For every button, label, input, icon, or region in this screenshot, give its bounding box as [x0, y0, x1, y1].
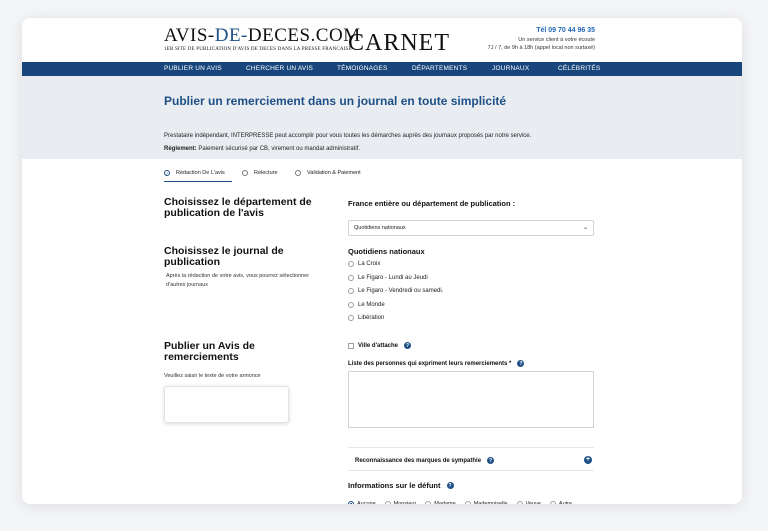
radio-icon [348, 275, 354, 281]
site-header [22, 18, 742, 62]
step-relecture[interactable] [242, 166, 278, 180]
nav-item-chercher[interactable]: CHERCHER UN AVIS [246, 65, 314, 72]
department-heading: Choisissez le département de publication de l'avis [164, 196, 312, 219]
journal-option-la-croix[interactable]: La Croix [348, 261, 380, 267]
nav-item-celebrites[interactable]: CÉLÉBRITÉS [558, 65, 601, 72]
nav-item-temoignages[interactable]: TÉMOIGNAGES [337, 65, 388, 72]
nav-item-departements[interactable]: DÉPARTEMENTS [412, 65, 468, 72]
department-select[interactable] [348, 220, 594, 236]
accordion-label: Reconnaissance des marques de sympathie [355, 457, 482, 464]
plus-circle-icon[interactable]: + [585, 456, 591, 463]
nav-item-journaux[interactable]: JOURNAUX [492, 65, 530, 72]
civility-option-monsieur[interactable]: Monsieur [385, 501, 417, 504]
sympathie-accordion[interactable] [348, 447, 594, 471]
persons-list-label: Liste des personnes qui expriment leurs remerciements * ? [348, 360, 523, 367]
contact-block [488, 27, 595, 51]
radio-icon [348, 501, 354, 504]
step-redaction[interactable] [164, 166, 225, 180]
step-label: Rédaction De L'avis [176, 170, 225, 176]
step-label: Relecture [254, 170, 278, 176]
main-nav [22, 62, 742, 76]
intro-banner [22, 76, 742, 159]
journal-note: Après la rédaction de votre avis, vous pourrez sélectionner d'autres journaux [166, 273, 310, 288]
defunt-info-label: Informations sur le défunt ? [348, 481, 452, 490]
chevron-down-icon: ⌄ [582, 225, 588, 231]
journal-option-figaro-weekend[interactable]: Le Figaro - Vendredi ou samedi. [348, 288, 443, 294]
circle-icon [295, 170, 301, 176]
annonce-text-box[interactable] [164, 386, 289, 423]
service-line: Un service client à votre écoute [518, 37, 595, 43]
step-validation[interactable] [295, 166, 361, 180]
journal-heading: Choisissez le journal de publication [164, 245, 284, 268]
progress-steps [164, 166, 604, 182]
journal-option-liberation[interactable]: Libération [348, 315, 384, 321]
page-title: Publier un remerciement dans un journal en toute simplicité [164, 94, 507, 108]
nav-item-publier[interactable]: PUBLIER UN AVIS [164, 65, 222, 72]
step-label: Validation & Paiement [307, 170, 361, 176]
hours-line: 7J / 7, de 9h à 18h (appel local non surtaxé) [487, 45, 595, 51]
radio-icon [348, 288, 354, 294]
radio-icon [348, 302, 354, 308]
civility-option-mademoiselle[interactable]: Mademoiselle [465, 501, 508, 504]
site-logo[interactable] [164, 26, 361, 52]
radio-icon [348, 315, 354, 321]
phone-number[interactable]: Tél 09 70 44 96 35 [536, 27, 595, 34]
question-circle-icon[interactable]: ? [405, 342, 410, 349]
civility-option-madame[interactable]: Madame [425, 501, 455, 504]
radio-icon [348, 261, 354, 267]
payment-text: Règlement: Paiement sécurisé par CB, virement ou mandat administratif. [164, 146, 361, 152]
logo-wordmark: AVIS-DE-DECES.COM [164, 25, 361, 46]
select-value: Quotidiens nationaux [354, 225, 406, 231]
civility-options [348, 499, 581, 504]
persons-textarea[interactable] [348, 371, 594, 428]
intro-text: Prestataire indépendant, INTERPRESSE peut accomplir pour vous toutes les démarches auprès des journaux proposés par notre service. [164, 133, 532, 139]
circle-icon [242, 170, 248, 176]
civility-option-aucune[interactable]: Aucune [348, 501, 376, 504]
department-label: France entière ou département de publication : [348, 199, 516, 208]
question-circle-icon[interactable]: ? [519, 360, 523, 367]
civility-option-veuve[interactable]: Veuve [517, 501, 541, 504]
journal-option-figaro-semaine[interactable]: Le Figaro - Lundi au Jeudi [348, 275, 428, 281]
active-step-underline [164, 181, 232, 182]
radio-icon [385, 501, 391, 504]
radio-icon [425, 501, 431, 504]
journal-option-le-monde[interactable]: Le Monde [348, 302, 385, 308]
civility-option-autre[interactable]: Autre [550, 501, 572, 504]
radio-icon [465, 501, 471, 504]
remerciements-heading: Publier un Avis de remerciements [164, 340, 255, 363]
remerciements-note: Veuillez saisir le texte de votre annonce [164, 373, 261, 379]
checkbox-icon [348, 343, 354, 349]
question-circle-icon[interactable]: ? [489, 457, 493, 464]
radio-icon [517, 501, 523, 504]
page-frame [22, 18, 742, 504]
question-circle-icon[interactable]: ? [448, 482, 452, 489]
radio-icon [550, 501, 556, 504]
journal-group-label: Quotidiens nationaux [348, 247, 425, 256]
check-circle-icon: ✓ [165, 170, 169, 176]
ville-attache-checkbox[interactable]: Ville d'attache ? [348, 342, 411, 349]
logo-tagline: 1ER SITE DE PUBLICATION D'AVIS DE DECES DANS LA PRESSE FRANCAISE [164, 47, 352, 52]
carnet-logo[interactable]: CARNET [348, 30, 450, 56]
